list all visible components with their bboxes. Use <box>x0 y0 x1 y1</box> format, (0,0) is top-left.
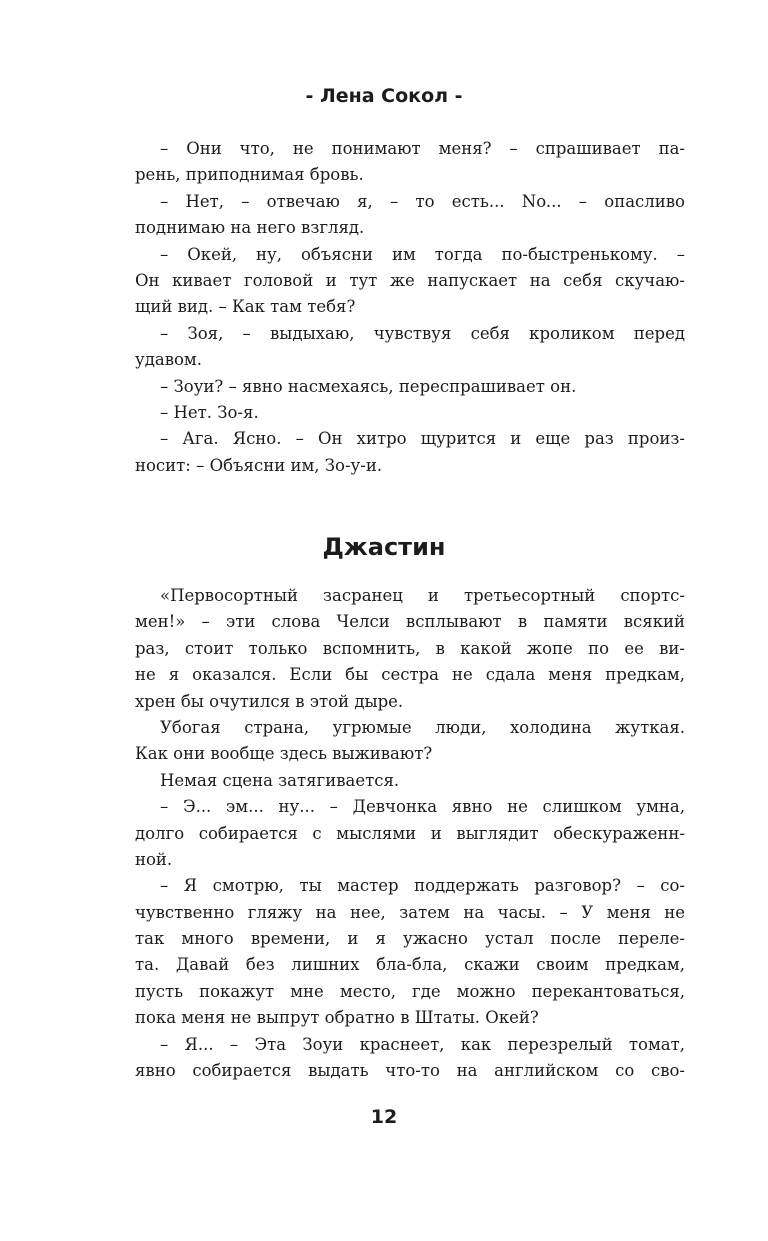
text-line: щий вид. – Как там тебя? <box>135 297 356 317</box>
text-line: долго собирается с мыслями и выглядит обескураженн- <box>135 823 685 843</box>
text-line: – Зоя, – выдыхаю, чувствуя себя кроликом перед <box>160 323 685 343</box>
text-line: пусть покажут мне место, где можно перекантоваться, <box>135 981 685 1001</box>
text-line: хрен бы очутился в этой дыре. <box>135 691 404 711</box>
text-line: поднимаю на него взгляд. <box>135 218 365 238</box>
text-line: рень, приподнимая бровь. <box>135 165 364 185</box>
chapter-title: Джастин <box>322 533 446 561</box>
text-line: пока меня не выпрут обратно в Штаты. Окей? <box>135 1008 539 1028</box>
text-line: Как они вообще здесь выживают? <box>135 744 433 764</box>
text-line: – Нет. Зо-я. <box>160 402 259 422</box>
text-line: Он кивает головой и тут же напускает на себя скучаю- <box>135 270 685 290</box>
text-line: Убогая страна, угрюмые люди, холодина жуткая. <box>160 717 685 737</box>
text-line: – Э... эм... ну... – Девчонка явно не слишком умна, <box>160 797 685 817</box>
text-line: – Ага. Ясно. – Он хитро щурится и еще раз произ- <box>160 429 685 449</box>
text-line: – Я... – Эта Зоуи краснеет, как перезрелый томат, <box>160 1034 685 1054</box>
text-line: удавом. <box>135 350 203 370</box>
text-line: Немая сцена затягивается. <box>160 770 400 790</box>
text-line: «Первосортный засранец и третьесортный спортс- <box>160 586 685 605</box>
text-line: носит: – Объясни им, Зо-у-и. <box>135 455 383 475</box>
dialogue-section <box>135 136 685 479</box>
chapter-text <box>135 583 685 1084</box>
text-line: – Нет, – отвечаю я, – то есть... No... – опасливо <box>160 191 685 211</box>
text-line: мен!» – эти слова Челси всплывают в памяти всякий <box>135 612 685 632</box>
text-line: та. Давай без лишних бла-бла, скажи своим предкам, <box>135 955 685 975</box>
text-line: раз, стоит только вспомнить, в какой жопе по ее ви- <box>135 638 685 658</box>
text-line: не я оказался. Если бы сестра не сдала меня предкам, <box>135 665 685 685</box>
text-line: – Они что, не понимают меня? – спрашивает па- <box>160 139 685 158</box>
text-line: – Окей, ну, объясни им тогда по-быстренькому. – <box>160 244 685 264</box>
text-line: так много времени, и я ужасно устал после переле- <box>135 929 685 949</box>
running-header: - Лена Сокол - <box>305 85 463 107</box>
text-line: явно собирается выдать что-то на английском со сво- <box>135 1061 685 1081</box>
page-number: 12 <box>370 1106 398 1128</box>
text-line: – Я смотрю, ты мастер поддержать разговор? – со- <box>160 876 685 896</box>
text-line: – Зоуи? – явно насмехаясь, переспрашивает он. <box>160 376 577 396</box>
text-line: чувственно гляжу на нее, затем на часы. – У меня не <box>135 902 685 922</box>
text-line: ной. <box>135 849 173 869</box>
